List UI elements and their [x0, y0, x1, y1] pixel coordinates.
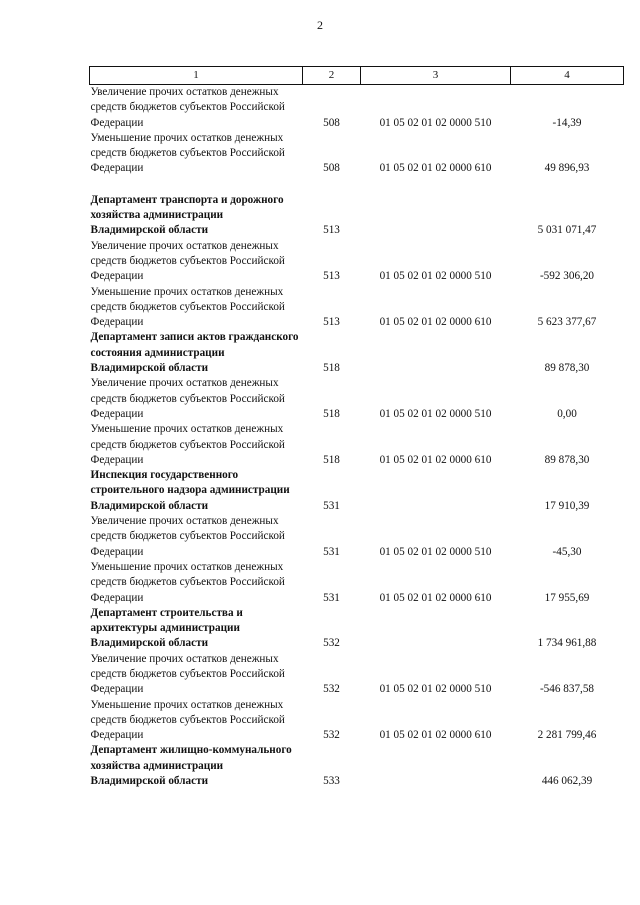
row-budget-code — [361, 743, 511, 789]
row-amount: 17 955,69 — [544, 591, 590, 604]
table-row — [90, 285, 624, 331]
row-admin-code: 513 — [323, 270, 340, 283]
table-row — [90, 131, 624, 177]
table-row — [90, 698, 624, 744]
page-number: 2 — [317, 18, 323, 32]
column-header-name: 1 — [90, 67, 303, 85]
table-row-department — [90, 468, 624, 514]
row-budget-code — [361, 468, 511, 514]
table-row — [90, 514, 624, 560]
table-row-department — [90, 743, 624, 789]
row-admin-code: 532 — [323, 637, 340, 650]
table-row — [90, 652, 624, 698]
column-header-amount: 4 — [511, 67, 624, 85]
row-budget-code: 01 05 02 01 02 0000 610 — [379, 729, 492, 742]
row-admin-code: 532 — [323, 729, 340, 742]
row-name: Увеличение прочих остатков денежных средств бюджетов субъектов Российской Федерации — [90, 377, 285, 420]
row-name: Увеличение прочих остатков денежных средств бюджетов субъектов Российской Федерации — [90, 515, 285, 558]
table-row-department — [90, 177, 624, 239]
row-budget-code — [361, 330, 511, 376]
row-amount: 89 878,30 — [544, 453, 590, 466]
row-admin-code: 513 — [323, 316, 340, 329]
row-name: Уменьшение прочих остатков денежных средств бюджетов субъектов Российской Федерации — [90, 423, 285, 466]
row-amount: 89 878,30 — [544, 362, 590, 375]
row-name: Инспекция государственного строительного надзора администрации Владимирской области — [90, 469, 290, 512]
table-row-department — [90, 330, 624, 376]
column-header-admin-code: 2 — [303, 67, 361, 85]
row-budget-code: 01 05 02 01 02 0000 510 — [379, 270, 492, 283]
row-amount: 49 896,93 — [544, 162, 590, 175]
table-row — [90, 239, 624, 285]
table-header-row — [90, 67, 624, 85]
budget-sources-table — [89, 66, 624, 789]
row-name: Увеличение прочих остатков денежных средств бюджетов субъектов Российской Федерации — [90, 239, 285, 283]
row-name: Департамент транспорта и дорожного хозяйства администрации Владимирской области — [90, 193, 284, 237]
table-row — [90, 422, 624, 468]
row-admin-code: 531 — [323, 545, 340, 558]
row-budget-code: 01 05 02 01 02 0000 510 — [379, 116, 492, 129]
row-admin-code: 508 — [323, 116, 340, 129]
row-budget-code: 01 05 02 01 02 0000 610 — [379, 591, 492, 604]
row-name: Департамент жилищно-коммунального хозяйства администрации Владимирской области — [90, 744, 292, 788]
row-budget-code: 01 05 02 01 02 0000 510 — [379, 683, 492, 696]
row-amount: -14,39 — [552, 116, 582, 129]
table-row — [90, 560, 624, 606]
row-admin-code: 533 — [323, 775, 340, 788]
row-admin-code: 531 — [323, 499, 340, 512]
row-name: Уменьшение прочих остатков денежных средств бюджетов субъектов Российской Федерации — [90, 698, 285, 742]
row-admin-code: 518 — [323, 453, 340, 466]
row-amount: 5 623 377,67 — [537, 316, 597, 329]
row-amount: 5 031 071,47 — [537, 224, 597, 237]
row-amount: 17 910,39 — [544, 499, 590, 512]
row-name: Департамент записи актов гражданского состояния администрации Владимирской области — [90, 331, 299, 375]
row-budget-code: 01 05 02 01 02 0000 610 — [379, 162, 492, 175]
table-row — [90, 376, 624, 422]
row-name: Уменьшение прочих остатков денежных средств бюджетов субъектов Российской Федерации — [90, 285, 285, 329]
table-row — [90, 85, 624, 131]
row-admin-code: 518 — [323, 407, 340, 420]
row-admin-code: 518 — [323, 362, 340, 375]
row-budget-code — [361, 606, 511, 652]
row-budget-code: 01 05 02 01 02 0000 510 — [379, 545, 492, 558]
column-header-budget-code: 3 — [361, 67, 511, 85]
row-name: Увеличение прочих остатков денежных средств бюджетов субъектов Российской Федерации — [90, 86, 285, 129]
table-row-department — [90, 606, 624, 652]
row-budget-code — [361, 177, 511, 239]
row-admin-code: 513 — [323, 224, 340, 237]
row-name: Уменьшение прочих остатков денежных средств бюджетов субъектов Российской Федерации — [90, 560, 285, 604]
row-amount: -592 306,20 — [539, 270, 595, 283]
row-admin-code: 508 — [323, 162, 340, 175]
row-amount: 2 281 799,46 — [537, 729, 597, 742]
row-budget-code: 01 05 02 01 02 0000 510 — [379, 407, 492, 420]
row-budget-code: 01 05 02 01 02 0000 610 — [379, 453, 492, 466]
row-amount: 446 062,39 — [541, 775, 593, 788]
row-admin-code: 531 — [323, 591, 340, 604]
row-name: Департамент строительства и архитектуры администрации Владимирской области — [90, 606, 243, 650]
row-budget-code: 01 05 02 01 02 0000 610 — [379, 316, 492, 329]
row-name: Увеличение прочих остатков денежных средств бюджетов субъектов Российской Федерации — [90, 652, 285, 696]
row-amount: -45,30 — [552, 545, 582, 558]
row-name: Уменьшение прочих остатков денежных средств бюджетов субъектов Российской Федерации — [90, 131, 285, 175]
row-amount: 1 734 961,88 — [537, 637, 597, 650]
row-admin-code: 532 — [323, 683, 340, 696]
row-amount: 0,00 — [557, 407, 577, 420]
row-amount: -546 837,58 — [539, 683, 595, 696]
